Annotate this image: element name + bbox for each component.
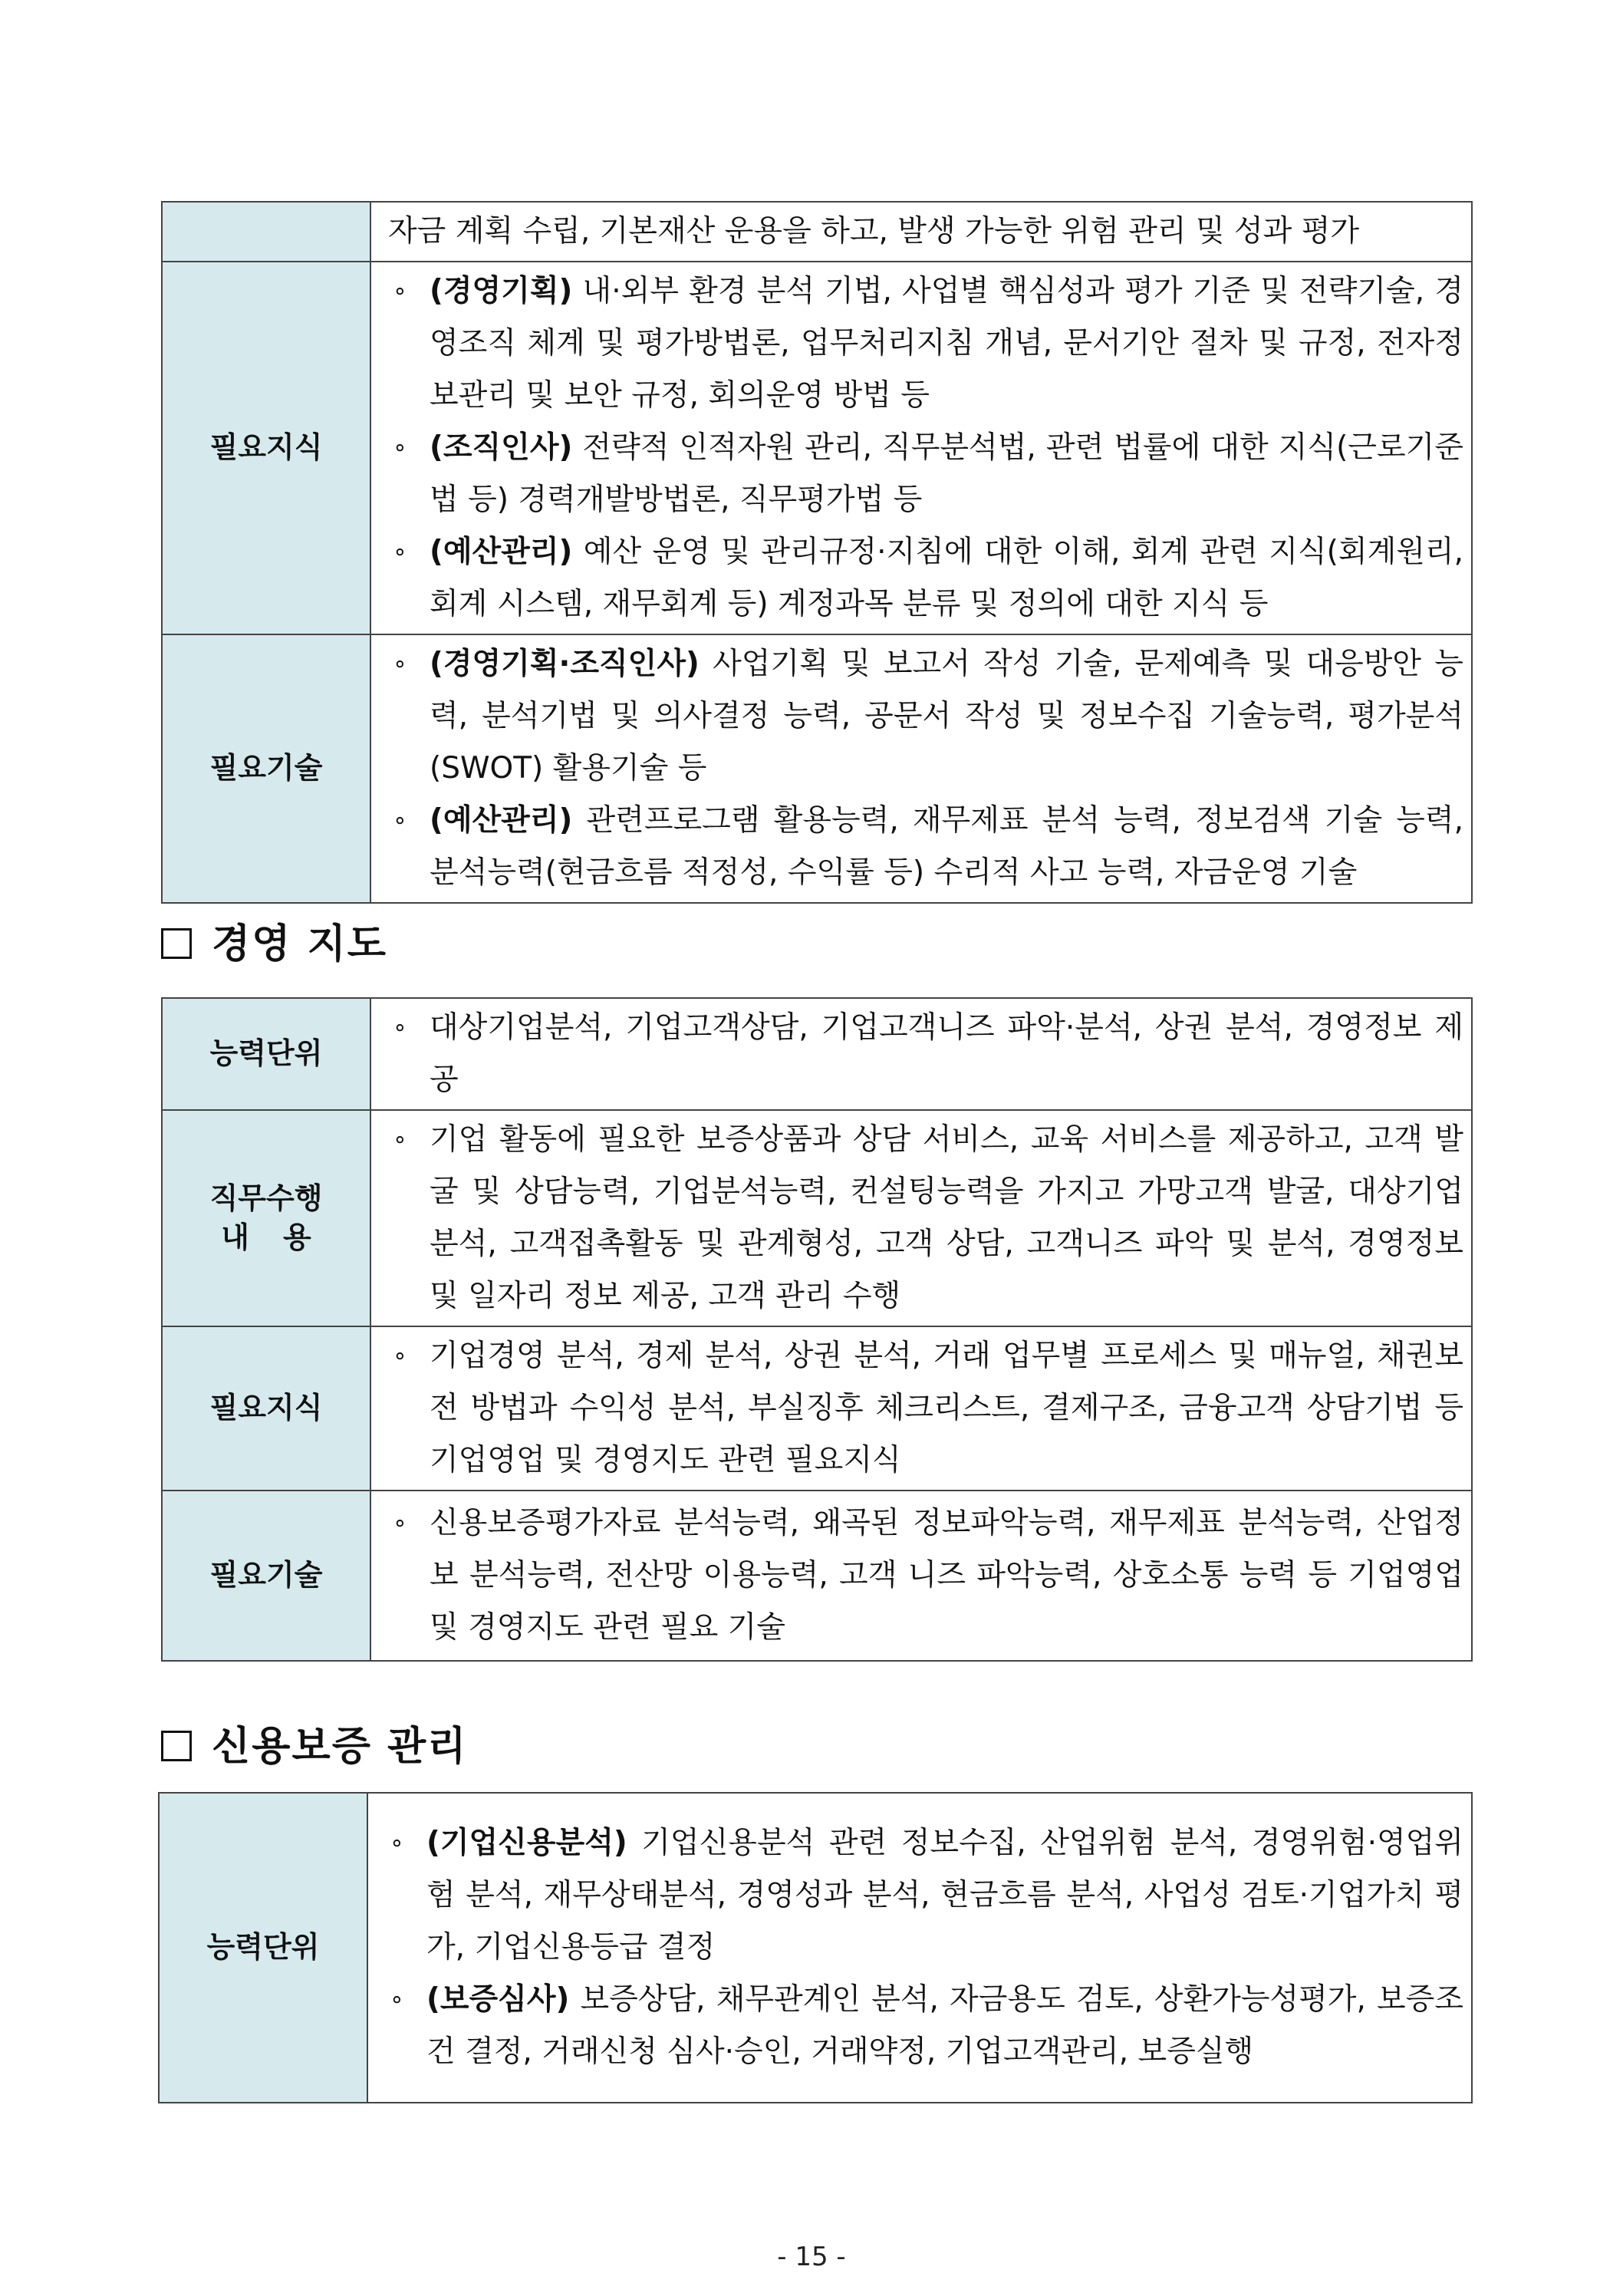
row-content <box>370 1110 1472 1326</box>
item-text: 내·외부 환경 분석 기법, 사업별 핵심성과 평가 기준 및 전략기술, 경영조직 체계 및 평가방법론, 업무처리지침 개념, 문서기안 절차 및 규정, 전자정보관리 및 보안 규정, 회의운영 방법 등 <box>430 274 1463 413</box>
item-text: 기업신용분석 관련 정보수집, 산업위험 분석, 경영위험·영업위험 분석, 재무상태분석, 경영성과 분석, 현금흐름 분석, 사업성 검토·기업가치 평가, 기업신용등급 결정 <box>426 1826 1463 1965</box>
table-management-support <box>161 201 1473 904</box>
item-keyword: (기업신용분석) <box>426 1826 627 1860</box>
row-label: 능력단위 <box>159 1793 367 2103</box>
list-item <box>385 1817 1463 1974</box>
row-content <box>367 1793 1472 2103</box>
bullet-icon: ∘ <box>393 1342 407 1369</box>
item-text: 예산 운영 및 관리규정·지침에 대한 이해, 회계 관련 지식(회계원리, 회계 시스템, 재무회계 등) 계정과목 분류 및 정의에 대한 지식 등 <box>430 535 1463 621</box>
section-title: 경영 지도 <box>212 921 388 967</box>
table-row <box>159 1793 1472 2103</box>
table-row <box>162 998 1472 1110</box>
list-item <box>388 526 1463 631</box>
row-label: 필요기술 <box>162 634 370 903</box>
item-text: 대상기업분석, 기업고객상담, 기업고객니즈 파악·분석, 상권 분석, 경영정보 제공 <box>430 1010 1463 1097</box>
table-row <box>162 1326 1472 1491</box>
checkbox-square-icon <box>161 1731 192 1761</box>
item-text: 신용보증평가자료 분석능력, 왜곡된 정보파악능력, 재무제표 분석능력, 산업정보 분석능력, 전산망 이용능력, 고객 니즈 파악능력, 상호소통 능력 등 기업영업 및 경영지도 관련 필요 기술 <box>430 1506 1463 1645</box>
page-number: - 15 - <box>777 2242 846 2272</box>
row-content <box>370 262 1472 634</box>
item-keyword: (보증심사) <box>426 1982 570 2017</box>
table-row <box>162 1110 1472 1326</box>
bullet-icon: ∘ <box>390 1830 404 1856</box>
item-keyword: (예산관리) <box>430 535 573 569</box>
row-label-line: 내용 <box>221 1220 345 1254</box>
bullet-icon: ∘ <box>393 434 407 461</box>
item-keyword: (경영기획) <box>430 274 573 308</box>
row-label: 필요지식 <box>162 1326 370 1491</box>
item-text: 사업기획 및 보고서 작성 기술, 문제예측 및 대응방안 능력, 분석기법 및 의사결정 능력, 공문서 작성 및 정보수집 기술능력, 평가분석(SWOT) 활용기술 등 <box>430 647 1463 786</box>
section-heading <box>161 911 387 969</box>
list-item <box>388 795 1463 899</box>
row-content <box>370 634 1472 903</box>
row-label-empty <box>162 202 370 262</box>
list-item <box>388 1114 1463 1323</box>
item-keyword: (예산관리) <box>430 803 573 838</box>
row-content <box>370 1491 1472 1661</box>
section-heading <box>161 1714 468 1771</box>
table-row <box>162 1491 1472 1661</box>
list-item <box>388 422 1463 526</box>
row-label: 능력단위 <box>162 998 370 1110</box>
table-credit-guarantee <box>158 1792 1473 2103</box>
table-row <box>162 262 1472 634</box>
item-text: 기업 활동에 필요한 보증상품과 상담 서비스, 교육 서비스를 제공하고, 고객 발굴 및 상담능력, 기업분석능력, 컨설팅능력을 가지고 가망고객 발굴, 대상기업 분석, 고객접촉활동 및 관계형성, 고객 상담, 고객니즈 파악 및 분석, 경영정보 및 일자리 정보 제공, 고객 관리 수행 <box>430 1122 1463 1313</box>
row-label: 필요기술 <box>162 1491 370 1661</box>
row-content <box>370 1326 1472 1491</box>
list-item <box>388 1002 1463 1106</box>
row-label-line: 직무수행 <box>209 1181 323 1215</box>
row-content <box>370 998 1472 1110</box>
bullet-icon: ∘ <box>390 1986 404 2013</box>
item-keyword: (경영기획·조직인사) <box>430 647 700 681</box>
bullet-icon: ∘ <box>393 1126 407 1153</box>
list-item <box>388 1330 1463 1487</box>
item-text: 관련프로그램 활용능력, 재무제표 분석 능력, 정보검색 기술 능력, 분석능력(현금흐름 적정성, 수익률 등) 수리적 사고 능력, 자금운영 기술 <box>430 803 1463 890</box>
bullet-icon: ∘ <box>393 1014 407 1041</box>
bullet-icon: ∘ <box>393 278 407 305</box>
row-label <box>162 1110 370 1326</box>
list-item <box>385 1974 1463 2078</box>
table-row <box>162 634 1472 903</box>
content-fragment: 자금 계획 수립, 기본재산 운용을 하고, 발생 가능한 위험 관리 및 성과 평가 <box>388 214 1360 249</box>
item-text: 기업경영 분석, 경제 분석, 상권 분석, 거래 업무별 프로세스 및 매뉴얼, 채권보전 방법과 수익성 분석, 부실징후 체크리스트, 결제구조, 금융고객 상담기법 등 기업영업 및 경영지도 관련 필요지식 <box>430 1339 1463 1477</box>
item-text: 전략적 인적자원 관리, 직무분석법, 관련 법률에 대한 지식(근로기준법 등) 경력개발방법론, 직무평가법 등 <box>430 430 1463 517</box>
list-item <box>388 638 1463 795</box>
list-item <box>388 265 1463 422</box>
item-keyword: (조직인사) <box>430 430 573 465</box>
checkbox-square-icon <box>161 928 192 959</box>
list-item <box>388 1497 1463 1654</box>
row-content <box>370 202 1472 262</box>
bullet-icon: ∘ <box>393 651 407 677</box>
row-label: 필요지식 <box>162 262 370 634</box>
item-text: 보증상담, 채무관계인 분석, 자금용도 검토, 상환가능성평가, 보증조건 결정, 거래신청 심사·승인, 거래약정, 기업고객관리, 보증실행 <box>426 1982 1463 2069</box>
bullet-icon: ∘ <box>393 539 407 565</box>
section-title: 신용보증 관리 <box>212 1724 468 1770</box>
bullet-icon: ∘ <box>393 807 407 834</box>
table-row <box>162 202 1472 262</box>
bullet-icon: ∘ <box>393 1510 407 1537</box>
table-management-guidance <box>161 997 1473 1662</box>
